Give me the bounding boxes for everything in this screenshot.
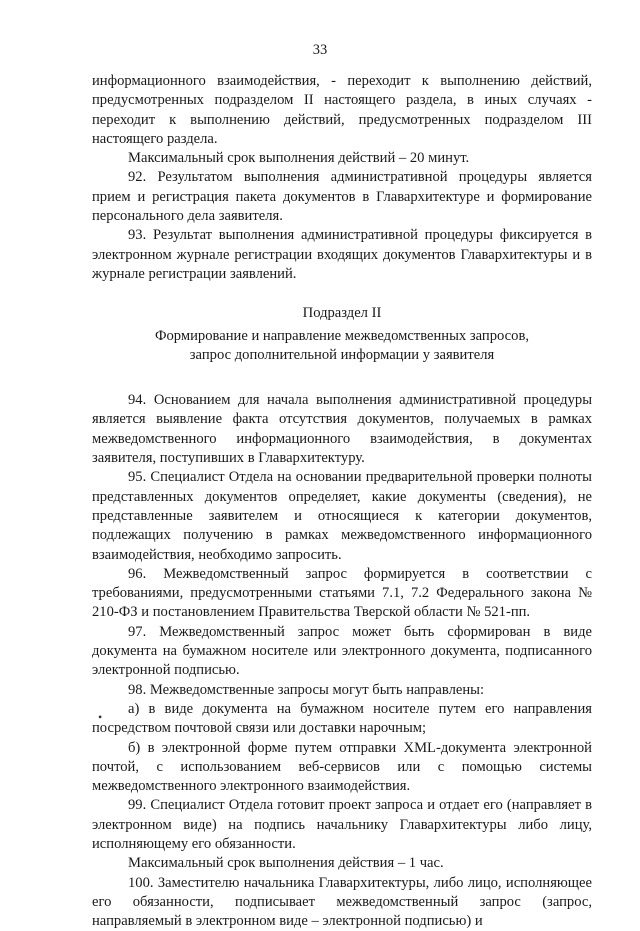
document-body — [92, 72, 592, 931]
paragraph-95: 95. Специалист Отдела на основании предварительной проверки полноты представленных документов определяет, какие документы (сведения), не представленные заявителем и относящиеся к категории документов, подлежащих получению в рамках межведомственного информационного взаимодействия, необходимо запросить. — [92, 469, 592, 563]
paragraph-100: 100. Заместителю начальника Главархитектуры, либо лицо, исполняющее его обязанности, подписывает межведомственный запрос (запрос, направляемый в электронном виде – электронной подписью) и — [92, 874, 592, 930]
subsection-label: Подраздел II — [302, 305, 382, 322]
paragraph-max-time-20: Максимальный срок выполнения действий – 20 минут. — [128, 150, 470, 167]
paragraph-98: 98. Межведомственные запросы могут быть направлены: — [128, 681, 485, 698]
margin-mark: • — [98, 710, 103, 724]
subsection-title-line1: Формирование и направление межведомственных запросов, — [154, 327, 529, 344]
paragraph-93: 93. Результат выполнения административной процедуры фиксируется в электронном журнале регистрации входящих документов Главархитектуры и в журнале регистрации заявлений. — [92, 227, 592, 282]
paragraph-96: 96. Межведомственный запрос формируется в соответствии с требованиями, предусмотренными статьями 7.1, 7.2 Федерального закона № 210-ФЗ и постановлением Правительства Тверской области № 521-пп. — [92, 565, 592, 621]
paragraph-94: 94. Основанием для начала выполнения административной процедуры является выявление факта отсутствия документов, получаемых в рамках межведомственного информационного взаимодействия, в документах заявителя, поступивших в Главархитектуру. — [92, 392, 592, 467]
subsection-title-line2: запрос дополнительной информации у заявителя — [189, 346, 495, 363]
paragraph-98-b: б) в электронной форме путем отправки XML-документа электронной почтой, с использованием веб-сервисов или с помощью системы межведомственного электронного взаимодействия. — [92, 739, 592, 795]
paragraph-continuation: информационного взаимодействия, - переходит к выполнению действий, предусмотренных подразделом II настоящего раздела, в иных случаях - переходит к выполнению действий, предусмотренных подразделом III настоящего раздела. — [92, 73, 592, 147]
paragraph-97: 97. Межведомственный запрос может быть сформирован в виде документа на бумажном носителе или электронного документа, подписанного электронной подписью. — [92, 623, 592, 679]
paragraph-98-a: а) в виде документа на бумажном носителе путем его направления посредством почтовой связи или доставки нарочным; — [92, 700, 592, 737]
paragraph-max-time-1h: Максимальный срок выполнения действия – 1 час. — [128, 855, 444, 872]
subsection-heading — [92, 304, 592, 365]
paragraph-92: 92. Результатом выполнения административной процедуры является прием и регистрация пакета документов в Главархитектуре и формирование персонального дела заявителя. — [92, 169, 592, 225]
page-number: 33 — [312, 42, 328, 58]
paragraph-99: 99. Специалист Отдела готовит проект запроса и отдает его (направляет в электронном виде) на подпись начальнику Главархитектуры либо лицу, исполняющему его обязанности. — [92, 797, 592, 852]
